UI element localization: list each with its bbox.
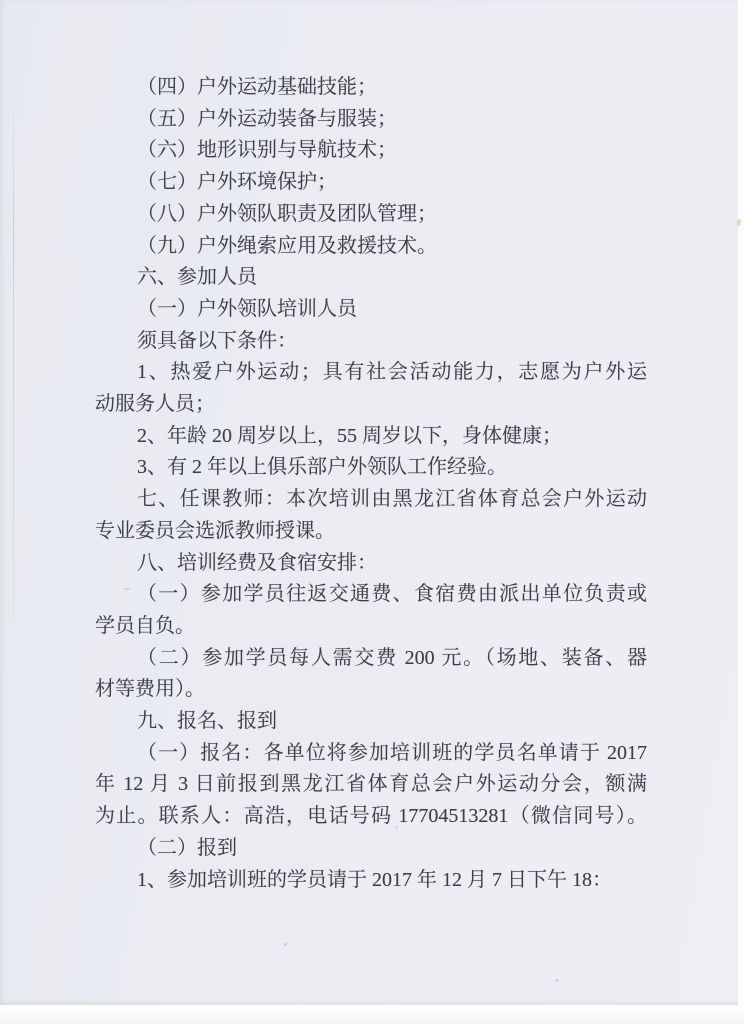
paper-fold-line: [13, 70, 14, 690]
text-line: 八、培训经费及食宿安排：: [137, 551, 377, 574]
scan-right-edge: [738, 0, 744, 1024]
scan-bottom-edge: [0, 1005, 744, 1024]
text-line: 六、参加人员: [137, 266, 257, 289]
text-line: 七、任课教师：本次培训由黑龙江省体育总会户外运动: [137, 488, 647, 511]
text-line: 1、热爱户外运动；具有社会活动能力，志愿为户外运: [137, 361, 647, 384]
text-line: 专业委员会选派教师授课。: [95, 519, 335, 542]
text-line: 须具备以下条件：: [137, 329, 297, 352]
text-line: （七）户外环境保护；: [137, 171, 337, 194]
text-line: （四）户外运动基础技能；: [137, 76, 377, 98]
text-line: （二）参加学员每人需交费 200 元。（场地、装备、器: [137, 646, 647, 669]
text-line: （一）参加学员往返交通费、食宿费由派出单位负责或: [137, 583, 647, 606]
text-line: （一）报名：各单位将参加培训班的学员名单请于 2017: [137, 741, 647, 764]
text-line: （九）户外绳索应用及救援技术。: [137, 234, 437, 257]
scan-speck: [124, 588, 130, 590]
text-line: 材等费用）。: [95, 678, 205, 701]
text-line: 3、有 2 年以上俱乐部户外领队工作经验。: [137, 456, 507, 479]
text-line: 2、年龄 20 周岁以上，55 周岁以下，身体健康；: [137, 424, 562, 447]
text-line: 学员自负。: [95, 614, 195, 637]
scan-speck: [555, 979, 559, 982]
text-line: （五）户外运动装备与服装；: [137, 107, 397, 130]
text-line: 年 12 月 3 日前报到黑龙江省体育总会户外运动分会，额满: [95, 773, 647, 796]
scan-speck: [284, 943, 287, 946]
text-line: 1、参加培训班的学员请于 2017 年 12 月 7 日下午 18：: [137, 868, 612, 891]
scan-speck-yellow: [737, 219, 741, 226]
text-line: 为止。联系人：高浩，电话号码 17704513281（微信同号）。: [95, 805, 647, 828]
text-line: （八）户外领队职责及团队管理；: [137, 202, 437, 225]
document-text: [95, 72, 647, 896]
text-line: （二）报到: [137, 836, 237, 859]
scan-speck: [395, 826, 398, 829]
text-line: （六）地形识别与导航技术；: [137, 139, 397, 162]
text-line: 动服务人员；: [95, 393, 215, 416]
text-line: （一）户外领队培训人员: [137, 297, 357, 320]
text-line: 九、报名、报到: [137, 710, 277, 733]
